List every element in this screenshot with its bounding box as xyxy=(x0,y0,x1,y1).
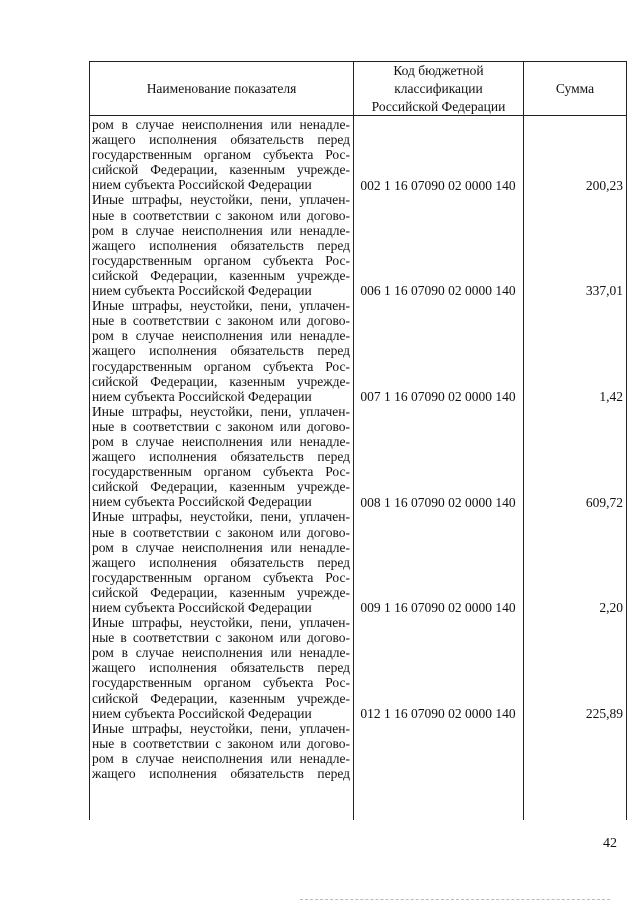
amount: 1,42 xyxy=(599,389,623,404)
description-line: ные в соответствии с законом или догово- xyxy=(92,313,350,329)
budget-code: 009 1 16 07090 02 0000 140 xyxy=(360,600,516,616)
description-line: ром в случае неисполнения или ненадле- xyxy=(92,750,350,766)
description-line: ром в случае неисполнения или ненадле- xyxy=(92,222,350,238)
description-line: жащего исполнения обязательств перед xyxy=(92,237,350,253)
description-line: государственным органом субъекта Рос- xyxy=(92,252,350,268)
budget-code: 012 1 16 07090 02 0000 140 xyxy=(360,706,516,722)
description-line: жащего исполнения обязательств перед xyxy=(92,766,350,782)
description-line: Иные штрафы, неустойки, пени, уплачен- xyxy=(92,509,350,525)
budget-code: 007 1 16 07090 02 0000 140 xyxy=(360,389,516,404)
description-line: ные в соответствии с законом или догово- xyxy=(92,630,350,646)
description-line: нием субъекта Российской Федерации xyxy=(92,388,312,404)
budget-code: 008 1 16 07090 02 0000 140 xyxy=(360,494,516,510)
description-line: государственным органом субъекта Рос- xyxy=(92,464,350,480)
description-line: государственным органом субъекта Рос- xyxy=(92,358,350,374)
description-line: жащего исполнения обязательств перед xyxy=(92,660,350,676)
description-line: ные в соответствии с законом или догово- xyxy=(92,418,350,434)
description-line: сийской Федерации, казенным учрежде- xyxy=(92,479,350,495)
description-line: жащего исполнения обязательств перед xyxy=(92,343,350,359)
description-line: ром в случае неисполнения или ненадле- xyxy=(92,645,350,661)
amount: 200,23 xyxy=(585,177,623,193)
description-line: сийской Федерации, казенным учрежде- xyxy=(92,373,350,389)
budget-table xyxy=(89,61,627,820)
header-code: Код бюджетной классификации Российской Федерации xyxy=(371,62,506,114)
description-line: нием субъекта Российской Федерации xyxy=(92,705,312,721)
budget-code: 006 1 16 07090 02 0000 140 xyxy=(360,283,516,299)
description-line: нием субъекта Российской Федерации xyxy=(92,177,312,193)
header-name: Наименование показателя xyxy=(146,80,297,96)
description-line: сийской Федерации, казенным учрежде- xyxy=(92,162,350,178)
description-line: Иные штрафы, неустойки, пени, уплачен- xyxy=(92,615,350,631)
description-line: Иные штрафы, неустойки, пени, уплачен- xyxy=(92,403,350,419)
description-line: сийской Федерации, казенным учрежде- xyxy=(92,690,350,706)
description-line: ные в соответствии с законом или догово- xyxy=(92,524,350,540)
amount: 2,20 xyxy=(599,600,623,616)
description-line: нием субъекта Российской Федерации xyxy=(92,600,312,615)
header-divider xyxy=(90,115,626,116)
description-line: государственным органом субъекта Рос- xyxy=(92,675,350,691)
description-line: государственным органом субъекта Рос- xyxy=(92,569,350,585)
description-line: жащего исполнения обязательств перед xyxy=(92,132,350,148)
description-line: жащего исполнения обязательств перед xyxy=(92,449,350,465)
description-line: ром в случае неисполнения или ненадле- xyxy=(92,328,350,344)
description-line: государственным органом субъекта Рос- xyxy=(92,147,350,163)
description-line: нием субъекта Российской Федерации xyxy=(92,494,312,510)
header-sum: Сумма xyxy=(555,80,595,96)
page-number: 42 xyxy=(603,836,617,851)
column-divider xyxy=(353,62,354,820)
description-line: Иные штрафы, неустойки, пени, уплачен- xyxy=(92,192,350,208)
description-line: Иные штрафы, неустойки, пени, уплачен- xyxy=(92,720,350,736)
description-line: нием субъекта Российской Федерации xyxy=(92,283,312,299)
amount: 337,01 xyxy=(585,283,623,299)
description-line: ные в соответствии с законом или догово- xyxy=(92,735,350,751)
description-line: ные в соответствии с законом или догово- xyxy=(92,207,350,223)
amount: 225,89 xyxy=(585,706,623,722)
description-line: ром в случае неисполнения или ненадле- xyxy=(92,539,350,555)
budget-code: 002 1 16 07090 02 0000 140 xyxy=(360,177,516,193)
description-line: сийской Федерации, казенным учрежде- xyxy=(92,267,350,283)
description-line: жащего исполнения обязательств перед xyxy=(92,554,350,570)
description-column xyxy=(92,117,350,781)
description-line: ром в случае неисполнения или ненадле- xyxy=(92,433,350,449)
scan-edge-mark xyxy=(300,899,610,901)
description-line: сийской Федерации, казенным учрежде- xyxy=(92,584,350,600)
description-line: Иные штрафы, неустойки, пени, уплачен- xyxy=(92,298,350,314)
amount: 609,72 xyxy=(585,494,623,510)
description-line: ром в случае неисполнения или ненадле- xyxy=(92,117,350,132)
